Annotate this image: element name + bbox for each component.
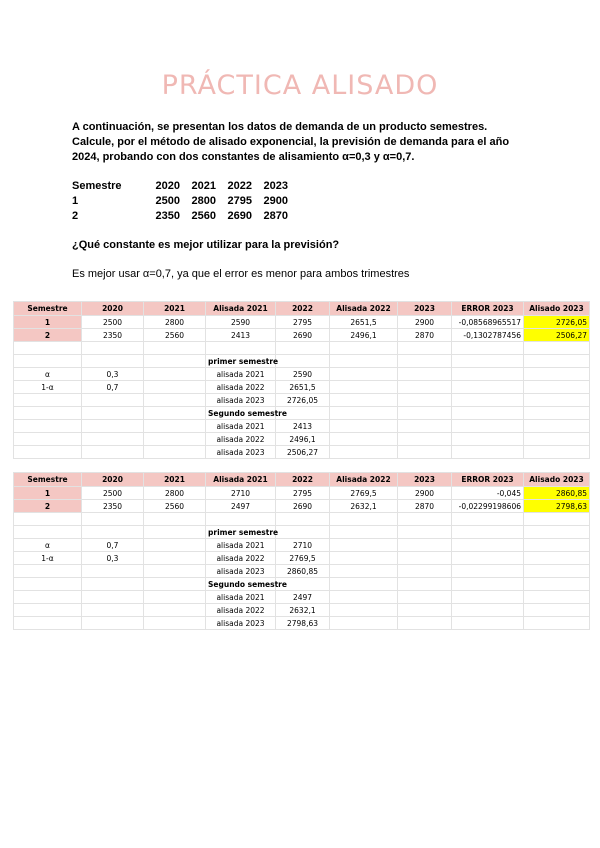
calc-label: alisada 2023: [206, 565, 276, 578]
value-cell: 2690: [276, 500, 330, 513]
value-cell: 2800: [144, 487, 206, 500]
value-cell: 2560: [144, 500, 206, 513]
header-cell: ERROR 2023: [452, 302, 524, 316]
calc-label: alisada 2022: [206, 433, 276, 446]
value-cell: 2651,5: [330, 316, 398, 329]
alpha-value: 0,7: [82, 539, 144, 552]
calc-label: alisada 2021: [206, 420, 276, 433]
data-row: [14, 500, 590, 513]
demand-cell: 2795: [227, 194, 252, 207]
value-cell: 2632,1: [330, 500, 398, 513]
value-cell: 2413: [206, 329, 276, 342]
header-cell: Alisado 2023: [524, 473, 590, 487]
semester-cell: 2: [14, 500, 82, 513]
calc-row: [14, 394, 590, 407]
one-minus-alpha-value: 0,7: [82, 381, 144, 394]
spreadsheet-alpha-03: [13, 301, 590, 459]
value-cell: 2900: [398, 487, 452, 500]
demand-row: [72, 208, 288, 223]
calc-label: alisada 2021: [206, 591, 276, 604]
calc-value: 2497: [276, 591, 330, 604]
calc-label: alisada 2022: [206, 381, 276, 394]
calc-label: alisada 2022: [206, 552, 276, 565]
header-cell: 2021: [144, 302, 206, 316]
calc-row: [14, 526, 590, 539]
value-cell: 2690: [276, 329, 330, 342]
forecast-cell: 2506,27: [524, 329, 590, 342]
demand-header-row: [72, 178, 288, 193]
header-cell: 2022: [276, 473, 330, 487]
demand-header-cell: Semestre: [72, 179, 122, 192]
demand-cell: 2900: [263, 194, 288, 207]
calc-row: [14, 420, 590, 433]
data-row: [14, 329, 590, 342]
calc-value: 2590: [276, 368, 330, 381]
value-cell: 2496,1: [330, 329, 398, 342]
calc-value: 2769,5: [276, 552, 330, 565]
header-cell: 2020: [82, 302, 144, 316]
section-title: Segundo semestre: [206, 578, 276, 591]
header-cell: 2021: [144, 473, 206, 487]
calc-row: [14, 355, 590, 368]
calc-row: [14, 617, 590, 630]
section-title: primer semestre: [206, 526, 276, 539]
alpha-label: α: [14, 368, 82, 381]
demand-cell: 2500: [155, 194, 180, 207]
calc-label: alisada 2021: [206, 368, 276, 381]
calc-value: 2413: [276, 420, 330, 433]
calc-row: [14, 446, 590, 459]
intro-line: Calcule, por el método de alisado exponencial, la previsión de demanda para el año: [72, 136, 510, 148]
calc-row: [14, 591, 590, 604]
calc-row: [14, 433, 590, 446]
value-cell: 2800: [144, 316, 206, 329]
empty-row: [14, 513, 590, 526]
header-cell: ERROR 2023: [452, 473, 524, 487]
header-cell: Alisada 2022: [330, 473, 398, 487]
question-text: ¿Qué constante es mejor utilizar para la previsión?: [72, 239, 340, 251]
calc-value: 2726,05: [276, 394, 330, 407]
value-cell: 2500: [82, 316, 144, 329]
calc-row: [14, 539, 590, 552]
demand-row: [72, 193, 288, 208]
calc-row: [14, 381, 590, 394]
demand-header-cell: 2022: [227, 179, 252, 192]
intro-text: [72, 120, 542, 165]
value-cell: 2795: [276, 487, 330, 500]
calc-row: [14, 407, 590, 420]
section-title: Segundo semestre: [206, 407, 276, 420]
alpha-value: 0,3: [82, 368, 144, 381]
calc-value: 2651,5: [276, 381, 330, 394]
calc-value: 2710: [276, 539, 330, 552]
empty-row: [14, 342, 590, 355]
value-cell: 2795: [276, 316, 330, 329]
calc-label: alisada 2023: [206, 617, 276, 630]
forecast-cell: 2726,05: [524, 316, 590, 329]
data-row: [14, 487, 590, 500]
calc-label: alisada 2021: [206, 539, 276, 552]
demand-cell: 2560: [191, 209, 216, 222]
calc-row: [14, 552, 590, 565]
sheet-header-row: [14, 473, 590, 487]
calc-label: alisada 2023: [206, 446, 276, 459]
demand-cell: 1: [72, 194, 79, 207]
header-cell: Semestre: [14, 302, 82, 316]
calc-label: alisada 2023: [206, 394, 276, 407]
spreadsheet-alpha-07: [13, 472, 590, 630]
value-cell: 2350: [82, 329, 144, 342]
value-cell: 2710: [206, 487, 276, 500]
header-cell: Alisada 2021: [206, 302, 276, 316]
value-cell: 2590: [206, 316, 276, 329]
demand-cell: 2870: [263, 209, 288, 222]
calc-row: [14, 604, 590, 617]
one-minus-alpha-label: 1-α: [14, 552, 82, 565]
header-cell: Alisada 2021: [206, 473, 276, 487]
page-title: PRÁCTICA ALISADO: [161, 70, 439, 101]
calc-value: 2798,63: [276, 617, 330, 630]
value-cell: 2870: [398, 500, 452, 513]
calc-label: alisada 2022: [206, 604, 276, 617]
data-row: [14, 316, 590, 329]
one-minus-alpha-label: 1-α: [14, 381, 82, 394]
value-cell: 2500: [82, 487, 144, 500]
value-cell: 2350: [82, 500, 144, 513]
value-cell: 2900: [398, 316, 452, 329]
error-cell: -0,02299198606: [452, 500, 524, 513]
semester-cell: 1: [14, 316, 82, 329]
demand-cell: 2: [72, 209, 79, 222]
demand-header-cell: 2023: [263, 179, 288, 192]
forecast-cell: 2860,85: [524, 487, 590, 500]
demand-cell: 2800: [191, 194, 216, 207]
alpha-label: α: [14, 539, 82, 552]
value-cell: 2870: [398, 329, 452, 342]
header-cell: Alisada 2022: [330, 302, 398, 316]
header-cell: 2023: [398, 473, 452, 487]
demand-table: [72, 178, 288, 223]
error-cell: -0,08568965517: [452, 316, 524, 329]
value-cell: 2769,5: [330, 487, 398, 500]
calc-value: 2632,1: [276, 604, 330, 617]
semester-cell: 1: [14, 487, 82, 500]
intro-line: 2024, probando con dos constantes de alisamiento α=0,3 y α=0,7.: [72, 151, 415, 163]
demand-header-cell: 2020: [155, 179, 180, 192]
calc-row: [14, 565, 590, 578]
one-minus-alpha-value: 0,3: [82, 552, 144, 565]
header-cell: 2023: [398, 302, 452, 316]
calc-value: 2506,27: [276, 446, 330, 459]
header-cell: 2020: [82, 473, 144, 487]
calc-row: [14, 578, 590, 591]
demand-cell: 2350: [155, 209, 180, 222]
answer-text: Es mejor usar α=0,7, ya que el error es menor para ambos trimestres: [72, 268, 410, 280]
error-cell: -0,045: [452, 487, 524, 500]
value-cell: 2560: [144, 329, 206, 342]
demand-cell: 2690: [227, 209, 252, 222]
forecast-cell: 2798,63: [524, 500, 590, 513]
intro-line: A continuación, se presentan los datos de demanda de un producto semestres.: [72, 121, 488, 133]
calc-value: 2496,1: [276, 433, 330, 446]
calc-value: 2860,85: [276, 565, 330, 578]
calc-row: [14, 368, 590, 381]
sheet-header-row: [14, 302, 590, 316]
demand-header-cell: 2021: [191, 179, 216, 192]
error-cell: -0,1302787456: [452, 329, 524, 342]
header-cell: Semestre: [14, 473, 82, 487]
header-cell: Alisado 2023: [524, 302, 590, 316]
header-cell: 2022: [276, 302, 330, 316]
semester-cell: 2: [14, 329, 82, 342]
value-cell: 2497: [206, 500, 276, 513]
section-title: primer semestre: [206, 355, 276, 368]
